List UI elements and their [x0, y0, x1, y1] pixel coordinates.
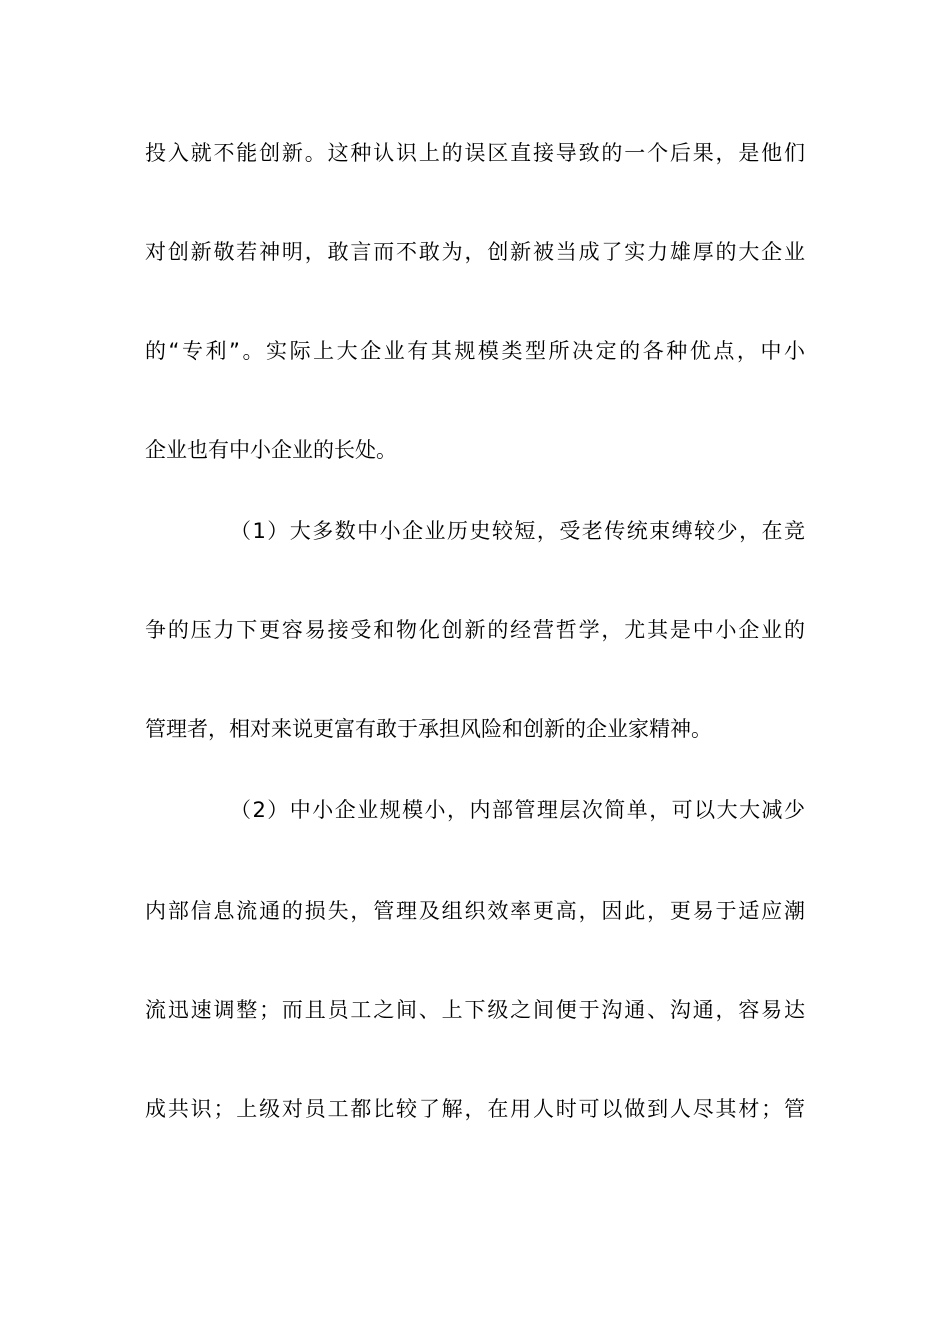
text-line: 管理者，相对来说更富有敢于承担风险和创新的企业家精神。 [145, 717, 712, 741]
text-line: 企业也有中小企业的长处。 [145, 438, 397, 462]
text-line: 成共识；上级对员工都比较了解，在用人时可以做到人尽其材；管 [145, 1097, 805, 1121]
text-line: 争的压力下更容易接受和物化创新的经营哲学，尤其是中小企业的 [145, 618, 805, 642]
text-line: 内部信息流通的损失，管理及组织效率更高，因此，更易于适应潮 [145, 899, 805, 923]
text-line: （2）中小企业规模小，内部管理层次简单，可以大大减少 [230, 798, 805, 822]
text-line: 的“专利”。实际上大企业有其规模类型所决定的各种优点，中小 [145, 339, 805, 363]
text-line: （1）大多数中小企业历史较短，受老传统束缚较少，在竞 [230, 519, 805, 543]
text-line: 对创新敬若神明，敢言而不敢为，创新被当成了实力雄厚的大企业 [145, 240, 805, 264]
text-line: 流迅速调整；而且员工之间、上下级之间便于沟通、沟通，容易达 [145, 998, 805, 1022]
text-line: 投入就不能创新。这种认识上的误区直接导致的一个后果，是他们 [145, 141, 805, 165]
